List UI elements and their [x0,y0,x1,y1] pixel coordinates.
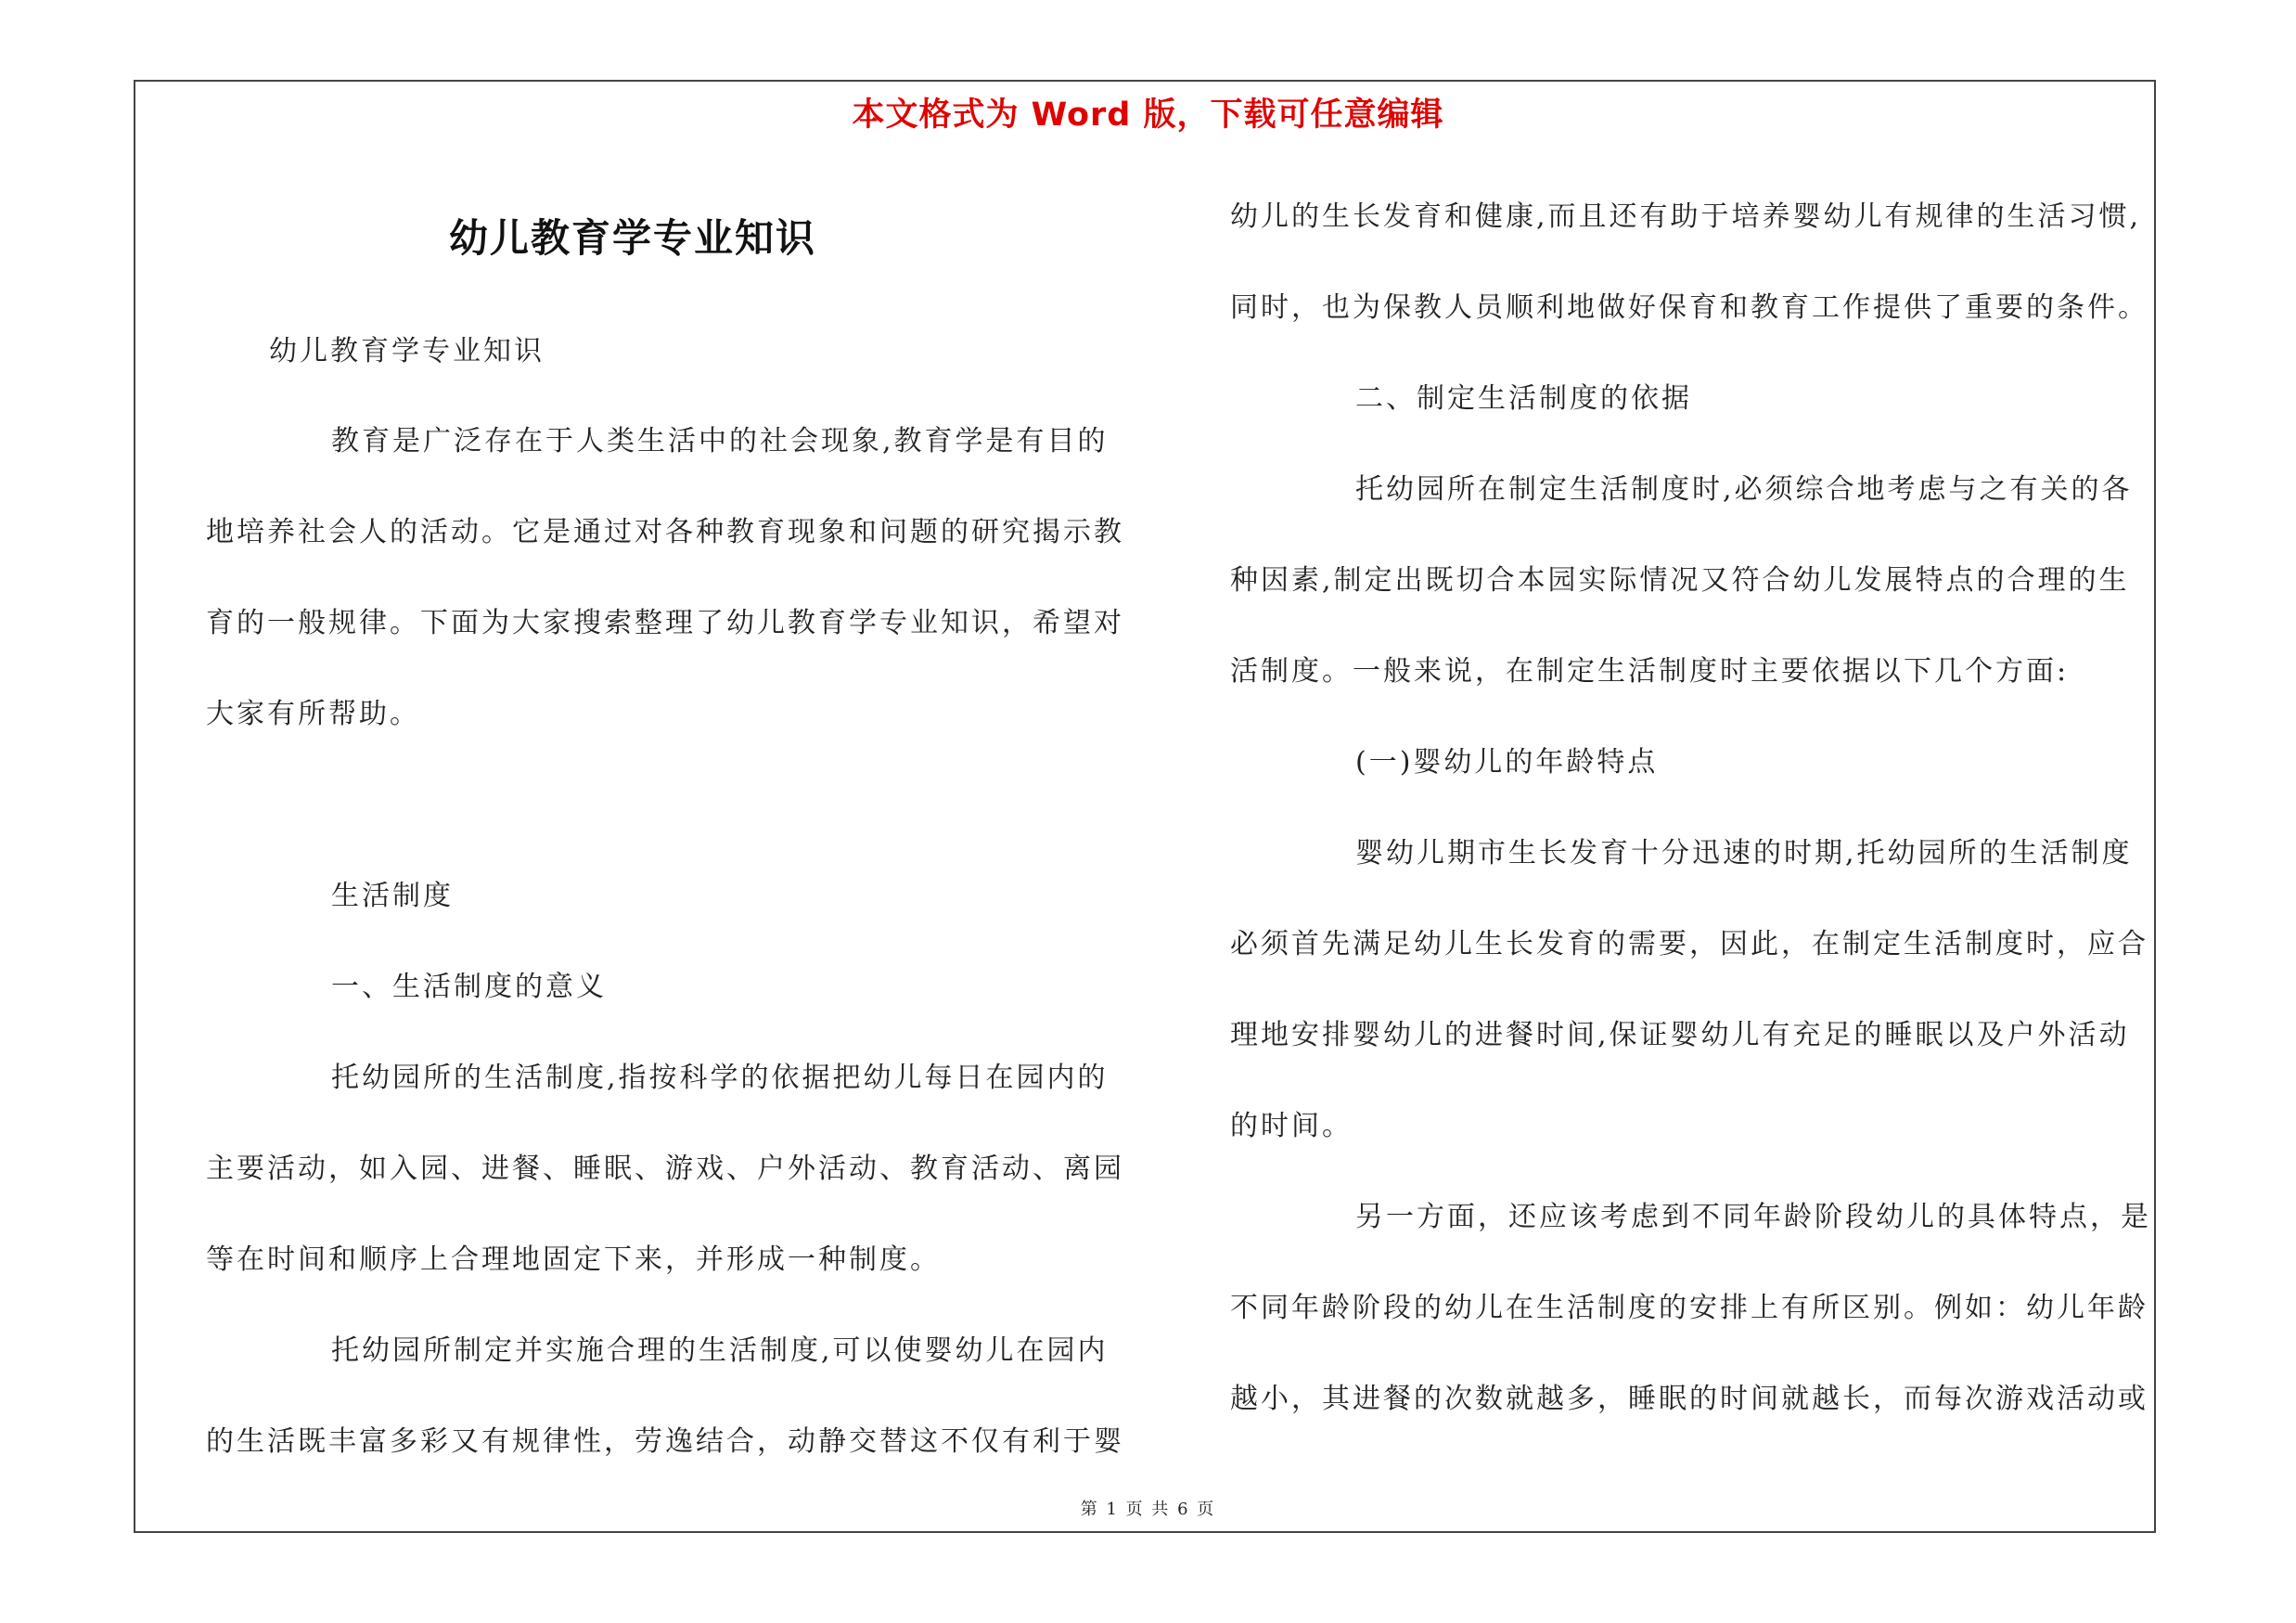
paragraph-line: 不同年龄阶段的幼儿在生活制度的安排上有所区别。例如：幼儿年龄 [1230,1292,2148,1324]
paragraph-line: 生活制度 [331,880,454,912]
paragraph-line: 幼儿教育学专业知识 [269,335,545,367]
paragraph-line: 托幼园所的生活制度,指按科学的依据把幼儿每日在园内的 [331,1062,1109,1094]
paragraph-line: 幼儿的生长发育和健康,而且还有助于培养婴幼儿有规律的生活习惯, [1230,200,2142,233]
paragraph-line: 二、制定生活制度的依据 [1355,382,1692,415]
page-footer: 第 1 页 共 6 页 [1080,1500,1216,1519]
paragraph-line: 托幼园所在制定生活制度时,必须综合地考虑与之有关的各 [1355,473,2133,506]
paragraph-line: 育的一般规律。下面为大家搜索整理了幼儿教育学专业知识，希望对 [206,607,1124,639]
paragraph-line: 等在时间和顺序上合理地固定下来，并形成一种制度。 [206,1243,941,1276]
paragraph-line: 越小，其进餐的次数就越多，睡眠的时间就越长，而每次游戏活动或 [1230,1383,2148,1415]
paragraph-line: (一)婴幼儿的年龄特点 [1355,746,1659,779]
paragraph-line: 理地安排婴幼儿的进餐时间,保证婴幼儿有充足的睡眠以及户外活动 [1230,1019,2130,1051]
paragraph-line: 一、生活制度的意义 [331,971,607,1003]
paragraph-line: 地培养社会人的活动。它是通过对各种教育现象和问题的研究揭示教 [206,516,1124,548]
paragraph-line: 托幼园所制定并实施合理的生活制度,可以使婴幼儿在园内 [331,1334,1109,1367]
paragraph-line: 同时，也为保教人员顺利地做好保育和教育工作提供了重要的条件。 [1230,291,2148,324]
paragraph-line: 婴幼儿期市生长发育十分迅速的时期,托幼园所的生活制度 [1355,837,2133,869]
paragraph-line: 种因素,制定出既切合本园实际情况又符合幼儿发展特点的合理的生 [1230,564,2130,597]
paragraph-line: 的时间。 [1230,1110,1353,1142]
paragraph-line: 活制度。一般来说，在制定生活制度时主要依据以下几个方面: [1230,655,2070,688]
paragraph-line: 大家有所帮助。 [206,698,420,730]
paragraph-line: 另一方面，还应该考虑到不同年龄阶段幼儿的具体特点，是 [1355,1201,2151,1233]
paragraph-line: 必须首先满足幼儿生长发育的需要，因此，在制定生活制度时，应合 [1230,928,2148,960]
paragraph-line: 教育是广泛存在于人类生活中的社会现象,教育学是有目的 [331,425,1109,457]
document-title: 幼儿教育学专业知识 [448,215,816,261]
word-format-banner: 本文格式为 Word 版，下载可任意编辑 [852,97,1444,134]
paragraph-line: 主要活动，如入园、进餐、睡眠、游戏、户外活动、教育活动、离园 [206,1153,1124,1185]
paragraph-line: 的生活既丰富多彩又有规律性，劳逸结合，动静交替这不仅有利于婴 [206,1425,1124,1458]
